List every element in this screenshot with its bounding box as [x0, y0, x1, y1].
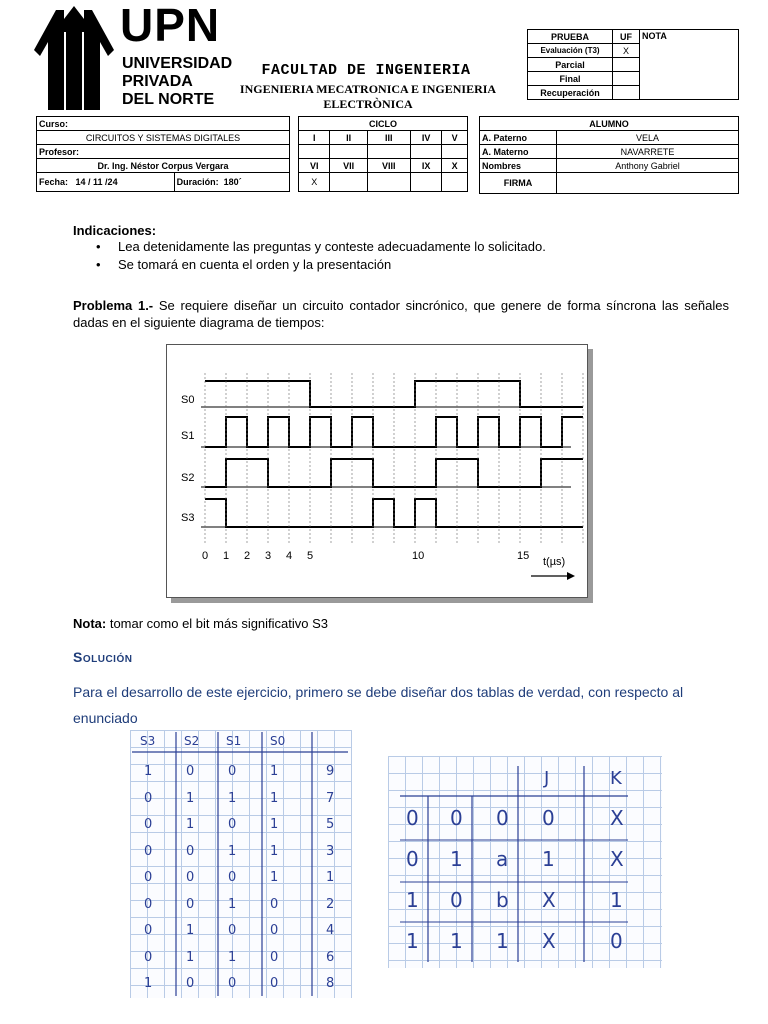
program-line-2: ELECTRÒNICA	[323, 97, 413, 111]
truth-bit-cell: 0	[144, 817, 153, 832]
ciclo-mark: X	[299, 173, 330, 192]
faculty-title: FACULTAD DE INGENIERIA	[261, 62, 471, 79]
ciclo-mark	[299, 145, 330, 159]
grades-row-label: Recuperación	[528, 86, 613, 100]
ciclo-mark	[330, 145, 367, 159]
ciclo-mark	[442, 145, 468, 159]
duracion-cell	[174, 173, 289, 192]
course-table	[36, 116, 290, 192]
grades-row-mark	[613, 58, 640, 72]
duracion-label: Duración:	[176, 177, 219, 187]
paterno-value: VELA	[557, 131, 739, 145]
curso-value: CIRCUITOS Y SISTEMAS DIGITALES	[37, 131, 290, 145]
jk-cell: 1	[450, 847, 463, 871]
truth-bit-cell: 0	[228, 976, 237, 991]
jk-cell: X	[542, 929, 556, 953]
time-arrow-icon	[567, 572, 575, 580]
nota-text: tomar como el bit más significativo S3	[106, 616, 329, 631]
truth-header: S1	[226, 734, 242, 748]
instruction-item	[96, 239, 546, 254]
jk-cell: 1	[542, 847, 555, 871]
truth-bit-cell: 1	[270, 790, 279, 806]
ciclo-roman: IX	[410, 159, 441, 173]
ciclo-mark	[410, 173, 441, 192]
instructions-title: Indicaciones:	[73, 223, 157, 238]
nombres-value: Anthony Gabriel	[557, 159, 739, 173]
truth-bit-cell: 1	[270, 764, 279, 779]
truth-bit-cell: 1	[228, 790, 237, 806]
duracion-value: 180´	[223, 177, 242, 187]
signal-label: S1	[181, 430, 195, 442]
truth-bit-cell: 1	[144, 976, 153, 991]
truth-header: S2	[184, 734, 200, 748]
grades-row-mark	[613, 72, 640, 86]
truth-bit-cell: 0	[186, 764, 195, 779]
jk-cell: 0	[406, 806, 419, 830]
truth-decimal-cell: 7	[326, 790, 335, 806]
grades-row-mark	[613, 86, 640, 100]
curso-label: Curso:	[37, 117, 290, 131]
truth-bit-cell: 0	[144, 870, 153, 885]
truth-bit-cell: 0	[228, 923, 237, 938]
jk-cell: 0	[542, 806, 555, 830]
grades-table	[527, 29, 739, 100]
ciclo-mark	[367, 173, 410, 192]
truth-bit-cell: 1	[228, 843, 237, 859]
upn-logo-mark	[34, 6, 114, 110]
truth-bit-cell: 0	[144, 843, 153, 859]
firma-label: FIRMA	[480, 173, 557, 194]
tick-label: 4	[286, 550, 293, 562]
signal-label: S0	[181, 394, 195, 406]
truth-bit-cell: 0	[144, 896, 153, 912]
truth-table-lines	[130, 730, 352, 998]
truth-bit-cell: 0	[270, 976, 279, 991]
logo-upn-text: UPN	[120, 0, 221, 51]
truth-bit-cell: 0	[186, 976, 195, 991]
truth-bit-cell: 1	[270, 843, 279, 859]
jk-cell: 0	[450, 888, 463, 912]
materno-label: A. Materno	[480, 145, 557, 159]
grades-col-nota: NOTA	[640, 30, 739, 100]
x-axis-label: t(µs)	[543, 556, 566, 568]
truth-bit-cell: 0	[270, 896, 279, 912]
grades-row-label: Final	[528, 72, 613, 86]
truth-bit-cell: 0	[186, 870, 195, 885]
instruction-item	[96, 257, 391, 272]
truth-decimal-cell: 8	[326, 976, 335, 991]
fecha-cell	[37, 173, 175, 192]
bullet-icon: •	[96, 257, 101, 272]
jk-cell: 0	[496, 806, 509, 830]
materno-value: NAVARRETE	[557, 145, 739, 159]
truth-bit-cell: 0	[270, 949, 279, 965]
alumno-table	[479, 116, 739, 194]
grades-col-uf: UF	[613, 30, 640, 44]
alumno-title: ALUMNO	[480, 117, 739, 131]
ciclo-roman: VII	[330, 159, 367, 173]
grades-row-label: Parcial	[528, 58, 613, 72]
signal-label: S3	[181, 512, 195, 524]
truth-bit-cell: 1	[228, 949, 237, 965]
ciclo-table	[298, 116, 468, 192]
truth-bit-cell: 1	[186, 790, 195, 806]
fecha-label: Fecha:	[39, 177, 69, 187]
truth-bit-cell: 0	[186, 843, 195, 859]
instruction-text: Lea detenidamente las preguntas y conteste adecuadamente lo solicitado.	[118, 239, 546, 254]
logo-line-1: UNIVERSIDAD	[122, 55, 233, 72]
instruction-text: Se tomará en cuenta el orden y la presentación	[118, 257, 392, 272]
ciclo-roman: II	[330, 131, 367, 145]
program-line-1: INGENIERIA MECATRONICA E INGENIERIA	[239, 82, 497, 96]
truth-bit-cell: 1	[186, 817, 195, 832]
truth-bit-cell: 0	[144, 790, 153, 806]
truth-decimal-cell: 5	[326, 817, 335, 832]
truth-bit-cell: 1	[144, 764, 153, 779]
jk-cell: 1	[406, 888, 419, 912]
jk-cell: 0	[610, 929, 623, 953]
tick-label: 5	[307, 550, 314, 562]
truth-decimal-cell: 9	[326, 764, 335, 779]
truth-bit-cell: 0	[144, 923, 153, 938]
nota-line	[73, 616, 328, 631]
tick-label: 0	[202, 550, 209, 562]
truth-decimal-cell: 1	[326, 870, 335, 885]
jk-header: J	[544, 768, 550, 789]
truth-bit-cell: 0	[228, 870, 237, 885]
truth-decimal-cell: 3	[326, 843, 335, 859]
ciclo-mark	[330, 173, 367, 192]
fecha-value: 14 / 11 /24	[75, 177, 118, 187]
ciclo-roman: V	[442, 131, 468, 145]
profesor-value: Dr. Ing. Néstor Corpus Vergara	[37, 159, 290, 173]
truth-decimal-cell: 6	[326, 949, 335, 965]
ciclo-mark	[367, 145, 410, 159]
jk-cell: 0	[450, 806, 463, 830]
truth-bit-cell: 1	[228, 896, 237, 912]
tick-label: 10	[412, 550, 425, 562]
signal-label: S2	[181, 472, 195, 484]
grades-row-label: Evaluación (T3)	[528, 44, 613, 58]
solution-title: Solución	[73, 649, 133, 665]
ciclo-roman: VI	[299, 159, 330, 173]
truth-bit-cell: 0	[186, 896, 195, 912]
bullet-icon: •	[96, 239, 101, 254]
problem-label: Problema 1.-	[73, 298, 154, 313]
solution-text: Para el desarrollo de este ejercicio, primero se debe diseñar dos tablas de verdad, con respecto al enunciado	[73, 684, 684, 726]
ciclo-mark	[442, 173, 468, 192]
truth-header: S0	[270, 734, 286, 748]
truth-bit-cell: 0	[228, 764, 237, 779]
truth-decimal-cell: 4	[326, 923, 335, 938]
truth-bit-cell: 1	[270, 870, 279, 885]
grades-row-mark: X	[613, 44, 640, 58]
tick-label: 1	[223, 550, 230, 562]
tick-label: 3	[265, 550, 272, 562]
problem-statement	[73, 297, 729, 331]
jk-cell: 1	[450, 929, 463, 953]
tick-label: 2	[244, 550, 251, 562]
timing-svg	[167, 345, 587, 597]
tick-label: 15	[517, 550, 530, 562]
nota-label: Nota:	[73, 616, 107, 631]
jk-cell: X	[610, 806, 624, 830]
ciclo-mark	[410, 145, 441, 159]
logo-line-2: PRIVADA	[122, 73, 193, 90]
ciclo-roman: IV	[410, 131, 441, 145]
truth-bit-cell: 1	[270, 817, 279, 832]
profesor-label: Profesor:	[37, 145, 290, 159]
jk-cell: 1	[610, 888, 623, 912]
problem-text: Se requiere diseñar un circuito contador sincrónico, que genere de forma síncrona las señales dadas en el siguiente diagrama de tiempos:	[73, 298, 729, 330]
jk-table-photo	[388, 756, 662, 968]
grades-col-prueba: PRUEBA	[528, 30, 613, 44]
jk-cell: 1	[406, 929, 419, 953]
truth-bit-cell: 1	[186, 923, 195, 938]
ciclo-title: CICLO	[299, 117, 468, 131]
truth-bit-cell: 0	[228, 817, 237, 832]
ciclo-roman: III	[367, 131, 410, 145]
jk-cell: b	[496, 888, 509, 912]
logo-line-3: DEL NORTE	[122, 91, 215, 108]
timing-diagram	[166, 344, 588, 598]
jk-cell: 0	[406, 847, 419, 871]
jk-cell: X	[610, 847, 624, 871]
jk-cell: a	[496, 847, 509, 871]
jk-header: K	[610, 768, 622, 789]
truth-bit-cell: 0	[270, 923, 279, 938]
truth-bit-cell: 1	[186, 949, 195, 965]
program-title	[236, 82, 500, 112]
jk-cell: 1	[496, 929, 509, 953]
truth-bit-cell: 0	[144, 949, 153, 965]
jk-cell: X	[542, 888, 556, 912]
truth-decimal-cell: 2	[326, 896, 335, 912]
ciclo-roman: I	[299, 131, 330, 145]
ciclo-roman: VIII	[367, 159, 410, 173]
firma-field	[557, 173, 739, 194]
truth-table-photo	[130, 730, 352, 998]
paterno-label: A. Paterno	[480, 131, 557, 145]
nombres-label: Nombres	[480, 159, 557, 173]
ciclo-roman: X	[442, 159, 468, 173]
truth-header: S3	[140, 734, 156, 748]
